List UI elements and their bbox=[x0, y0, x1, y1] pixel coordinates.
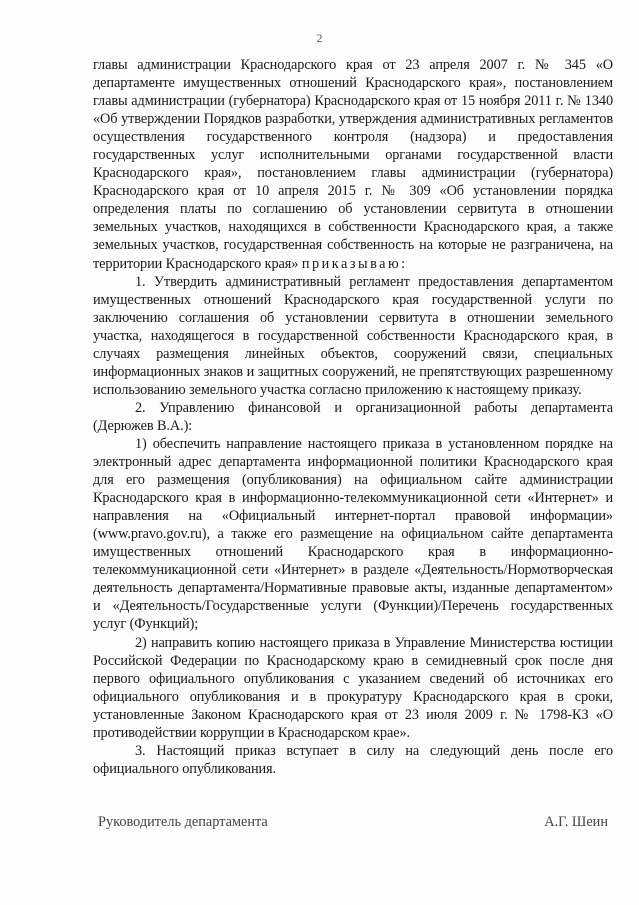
paragraph-item-3: 3. Настоящий приказ вступает в силу на следующий день после его официального опубликования. bbox=[93, 742, 613, 777]
order-word: приказываю: bbox=[301, 255, 408, 272]
paragraph-item-1: 1. Утвердить административный регламент предоставления департаментом имущественных отношений Краснодарского края государственной услуги по заключению соглашения об установлении сервитута в отношении земельного участка, находящегося в государственной собственности Краснодарского края, в случаях размещения линейных объектов, сооружений связи, специальных информационных знаков и защитных сооружений, не препятствующих разрешенному использованию земельного участка согласно приложению к настоящему приказу. bbox=[93, 273, 613, 398]
signatory-name: А.Г. Шеин bbox=[544, 814, 608, 830]
document-body bbox=[93, 56, 613, 778]
opening-paragraph bbox=[93, 56, 613, 273]
paragraph-item-2-1: 1) обеспечить направление настоящего приказа в установленном порядке на электронный адрес департамента информационной политики Краснодарского края для его размещения (опубликования) на официальном сайте администрации Краснодарского края в информационно-телекоммуникационной сети «Интернет» и направления на «Официальный интернет-портал правовой информации» (www.pravo.gov.ru), а также его размещение на официальном сайте департамента имущественных отношений Краснодарского края в информационно-телекоммуникационной сети «Интернет» в разделе «Деятельность/Нормотворческая деятельность департамента/Нормативные правовые акты, изданные департаментом» и «Деятельность/Государственные услуги (Функции)/Перечень государственных услуг (Функций); bbox=[93, 435, 613, 633]
page-number: 2 bbox=[316, 31, 323, 45]
paragraph-item-2: 2. Управлению финансовой и организационной работы департамента (Дерюжев В.А.): bbox=[93, 399, 613, 434]
signatory-title: Руководитель департамента bbox=[98, 814, 268, 830]
paragraph-item-2-2: 2) направить копию настоящего приказа в Управление Министерства юстиции Российской Федерации по Краснодарскому краю в семидневный срок после дня первого официального опубликования с указанием сведений об источниках его официального опубликования и в прокуратуру Краснодарского края в сроки, установленные Законом Краснодарского края от 23 июля 2009 г. № 1798-КЗ «О противодействии коррупции в Краснодарском крае». bbox=[93, 634, 613, 741]
opening-text: главы администрации Краснодарского края от 23 апреля 2007 г. № 345 «О департаменте имущественных отношений Краснодарского края», постановлением главы администрации (губернатора) Краснодарского края от 15 ноября 2011 г. № 1340 «Об утверждении Порядков разработки, утверждения административных регламентов осуществления государственного контроля (надзора) и предоставления государственных услуг исполнительными органами государственной власти Краснодарского края», постановлением главы администрации (губернатора) Краснодарского края от 10 апреля 2015 г. № 309 «Об установлении порядка определения платы по соглашению об установлении сервитута в отношении земельных участков, находящихся в собственности Краснодарского края, а также земельных участков, государственная собственность на которые не разграничена, на территории Краснодарского края» bbox=[93, 57, 613, 272]
